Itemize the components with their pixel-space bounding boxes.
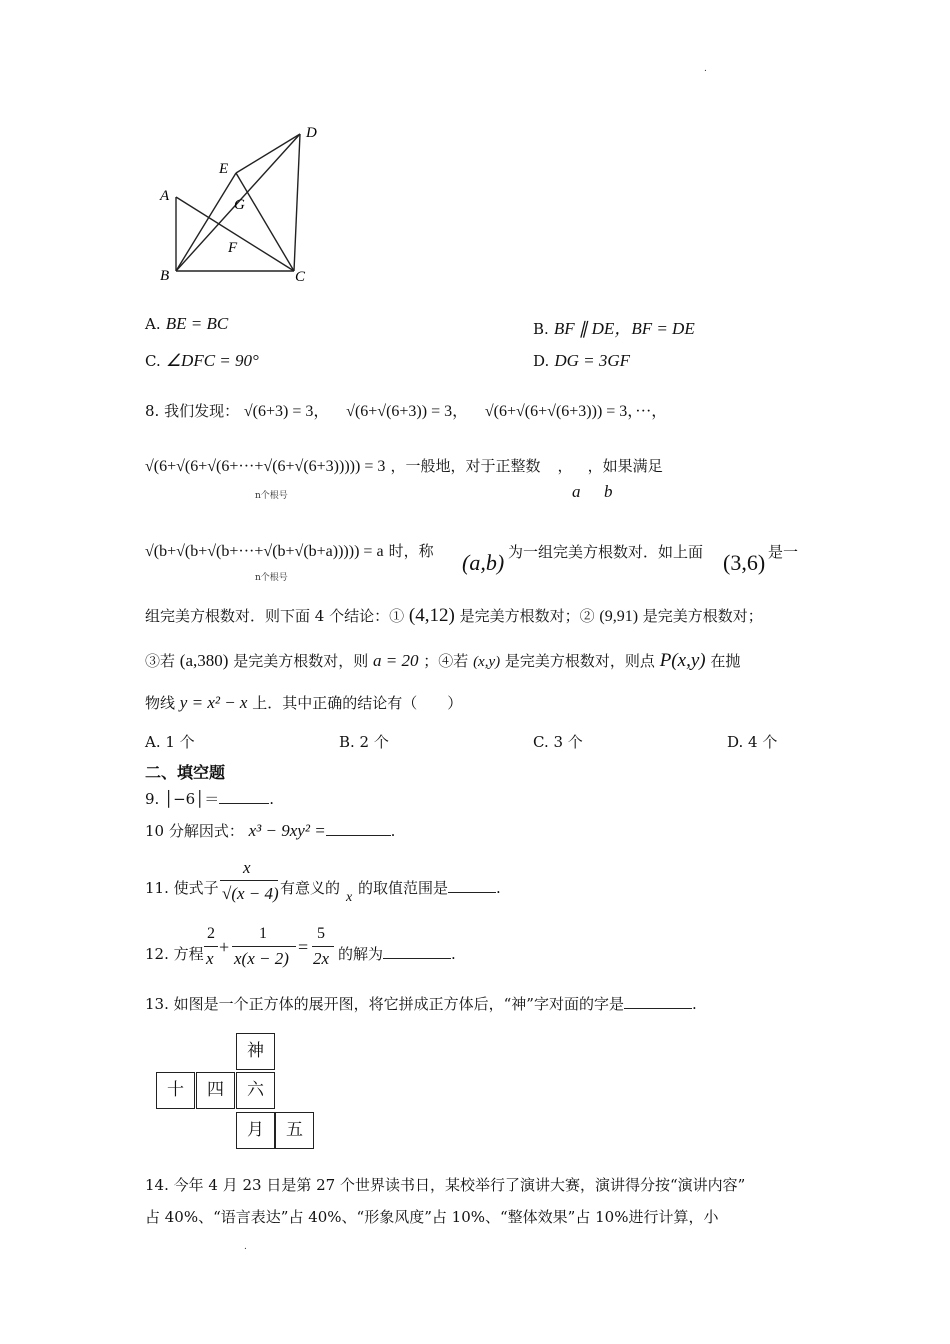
label-d: D xyxy=(306,125,317,141)
q12-f1-den: x xyxy=(206,949,214,968)
net-cell-si: 四 xyxy=(196,1072,235,1109)
net-cell-wu: 五 xyxy=(275,1112,314,1149)
net-cell-liu: 六 xyxy=(236,1072,275,1109)
q8-conclusions-line1: 组完美方根数对．则下面 4 个结论：① (4,12) 是完美方根数对；② (9,91) 是完美方根数对； xyxy=(145,605,763,626)
q8-option-d[interactable]: D. 4 个 xyxy=(727,733,778,751)
q12-f2-num: 1 xyxy=(259,925,267,942)
q8-line1: 8. 我们发现： √(6+3) = 3， √(6+√(6+3)) = 3， √(6+√(6+√(6+3))) = 3，···， xyxy=(145,402,668,420)
q8-expr2: √(6+√(6+3)) = 3， xyxy=(346,403,469,420)
q8-n-roots-2: n个根号 xyxy=(255,573,288,583)
q8-line-general: √(b+√(b+√(b+···+√(b+√(b+a))))) = a 时，称 xyxy=(145,542,434,560)
q12-plus: + xyxy=(219,937,230,957)
q8-pair-ab: (a,b) xyxy=(462,550,505,575)
q11-text: 11. 使式子 xyxy=(145,879,219,897)
q7-option-b[interactable]: B. BF ∥ DE，BF = DE xyxy=(533,319,695,338)
segment-be xyxy=(176,173,236,271)
label-b: B xyxy=(160,268,170,284)
q11-fraction-bar xyxy=(220,880,278,881)
label-f: F xyxy=(228,240,238,256)
q12-f3-num: 5 xyxy=(317,925,325,942)
q10-math: x³ − 9xy² = xyxy=(248,821,326,840)
q8-var-a: a xyxy=(572,482,581,501)
q8-var-b: b xyxy=(604,482,613,501)
page-dot-bottom: . xyxy=(244,1242,247,1252)
q7-option-d[interactable]: D. DG = 3GF xyxy=(533,351,631,370)
q9: 9. │−6│＝ . xyxy=(145,790,275,808)
label-g: G xyxy=(234,197,245,213)
q8-option-b[interactable]: B. 2 个 xyxy=(339,733,389,751)
q10-answer-blank[interactable] xyxy=(326,821,391,836)
q12-f2-den: x(x − 2) xyxy=(234,949,289,968)
q8-conclusions-line3: 物线 y = x² − x 上．其中正确的结论有（ ） xyxy=(145,693,463,712)
q11-var: x xyxy=(346,890,353,905)
label-c: C xyxy=(295,269,306,285)
section-title: 二、填空题 xyxy=(145,763,226,782)
geometry-figure xyxy=(150,118,330,288)
q8-expr3: √(6+√(6+√(6+3))) = 3，···， xyxy=(484,403,668,420)
q11-numerator: x xyxy=(243,858,251,877)
q7-option-a[interactable]: A. BE = BC xyxy=(145,314,229,333)
q12-rest: 的解为 . xyxy=(338,945,456,963)
segment-ec xyxy=(236,173,294,271)
q11-rest: 的取值范围是 . xyxy=(358,879,501,897)
q14-line1: 14. 今年 4 月 23 日是第 27 个世界读书日，某校举行了演讲大赛，演讲得分按“演讲内容” xyxy=(145,1176,746,1194)
q8-expr5: √(b+√(b+√(b+···+√(b+√(b+a))))) = a xyxy=(145,543,384,560)
q8-expr1: √(6+3) = 3， xyxy=(243,403,330,420)
q8-is-pair: 为一组完美方根数对．如上面 xyxy=(508,543,704,561)
q8-pair-a380: (a,380) xyxy=(179,651,229,670)
q9-answer-blank[interactable] xyxy=(219,789,269,804)
q12-f3-den: 2x xyxy=(313,949,330,968)
label-e: E xyxy=(219,161,229,177)
q13-answer-blank[interactable] xyxy=(624,994,692,1009)
q12-f1-bar xyxy=(204,946,218,947)
segment-ed xyxy=(236,134,300,173)
q8-pair-xy: (x,y) xyxy=(473,654,501,670)
q8-option-c[interactable]: C. 3 个 xyxy=(533,733,583,751)
q8-pair-36: (3,6) xyxy=(723,550,766,575)
q12-answer-blank[interactable] xyxy=(383,944,451,959)
q12-text: 12. 方程 xyxy=(145,945,204,963)
q8-parabola: y = x² − x xyxy=(179,693,248,712)
label-a: A xyxy=(160,188,170,204)
q8-point-p: P(x,y) xyxy=(659,650,706,671)
segment-dc xyxy=(294,134,300,271)
page-dot-top: . xyxy=(704,64,707,74)
q8-expr4: √(6+√(6+√(6+···+√(6+√(6+3))))) = 3 xyxy=(145,458,386,475)
q8-a-eq: a = 20 xyxy=(373,651,419,670)
q8-option-a[interactable]: A. 1 个 xyxy=(145,733,195,751)
net-cell-yue: 月 xyxy=(236,1112,275,1149)
q12-f2-bar xyxy=(232,946,296,947)
q8-pair-991: (9,91) xyxy=(599,608,639,625)
q11-mid: 有意义的 xyxy=(280,879,341,897)
q7-option-c[interactable]: C. ∠DFC = 90° xyxy=(145,351,259,370)
q12-eq: = xyxy=(298,937,309,957)
net-cell-shi: 十 xyxy=(156,1072,195,1109)
q8-pair-412: (4,12) xyxy=(408,605,455,626)
q8-conclusions-line2: ③若 (a,380) 是完美方根数对，则 a = 20 ；④若 (x,y) 是完美方根数对，则点 P(x,y) 在抛 xyxy=(145,650,741,671)
q8-is-one: 是一 xyxy=(768,543,799,561)
q14-line2: 占 40%、“语言表达”占 40%、“形象风度”占 10%、“整体效果”占 10%进行计算，小 xyxy=(145,1208,719,1226)
q8-line2: √(6+√(6+√(6+···+√(6+√(6+3))))) = 3 ，一般地，对于正整数 ， ，如果满足 xyxy=(145,457,663,475)
net-cell-shen: 神 xyxy=(236,1033,275,1070)
q12-f1-num: 2 xyxy=(207,925,215,942)
q8-n-roots-1: n个根号 xyxy=(255,491,288,501)
q11-answer-blank[interactable] xyxy=(448,878,496,893)
q13: 13. 如图是一个正方体的展开图，将它拼成正方体后，“神”字对面的字是 . xyxy=(145,995,697,1013)
q11-denominator: √(x − 4) xyxy=(222,884,279,903)
q12-f3-bar xyxy=(312,946,334,947)
q10: 10 分解因式： x³ − 9xy² = . xyxy=(145,821,396,840)
